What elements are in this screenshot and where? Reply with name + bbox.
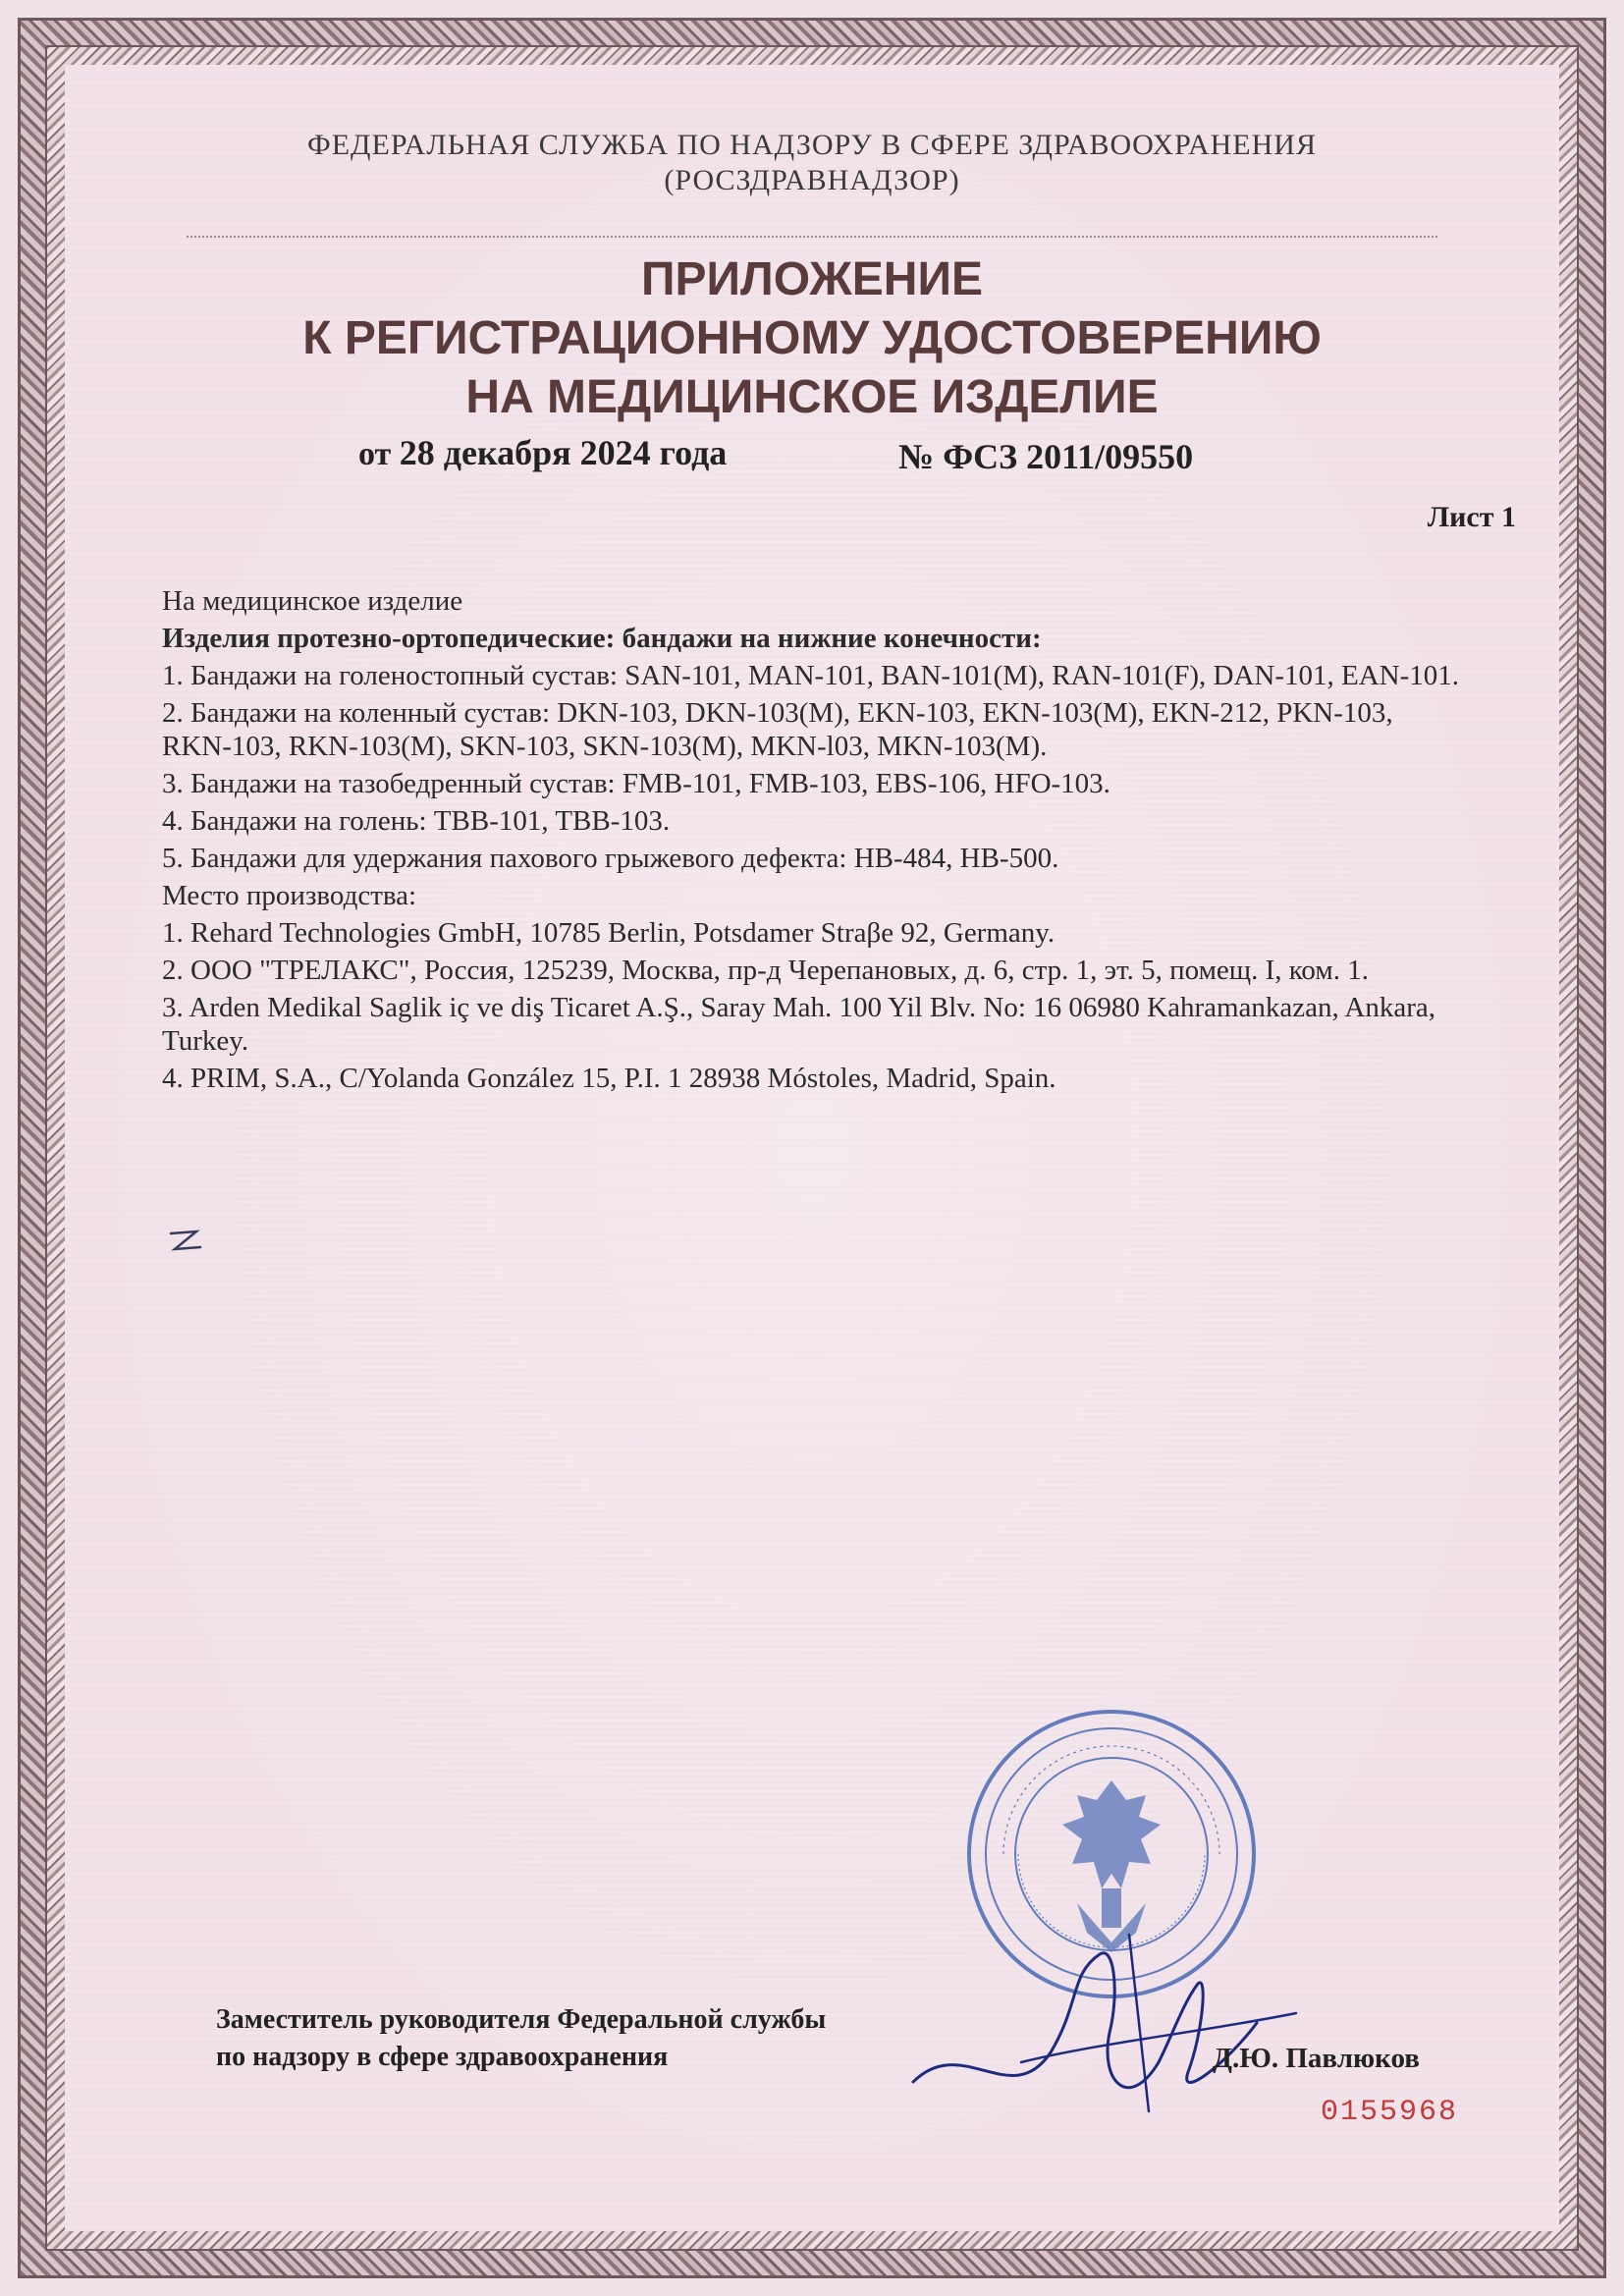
sheet-number: Лист 1 xyxy=(1427,501,1516,533)
intro-text: На медицинское изделие xyxy=(162,585,463,617)
title-line-2: К РЕГИСТРАЦИОННОМУ УДОСТОВЕРЕНИЮ xyxy=(302,312,1322,364)
agency-header xyxy=(0,128,1624,198)
product-item: 5. Бандажи для удержания пахового грыжевого дефекта: HB-484, HB-500. xyxy=(162,843,1059,874)
production-site: 2. ООО "ТРЕЛАКС", Россия, 125239, Москва, пр-д Черепановых, д. 6, стр. 1, эт. 5, помещ. I, ком. 1. xyxy=(162,955,1369,986)
production-title: Место производства: xyxy=(162,880,417,911)
title-line-3: НА МЕДИЦИНСКОЕ ИЗДЕЛИЕ xyxy=(465,371,1159,423)
issue-date xyxy=(358,432,727,473)
product-item: 1. Бандажи на голеностопный сустав: SAN-101, MAN-101, BAN-101(M), RAN-101(F), DAN-101, EAN-101. xyxy=(162,660,1460,691)
title-line-1: ПРИЛОЖЕНИЕ xyxy=(641,253,983,305)
document-body xyxy=(162,584,1468,1099)
product-item: 2. Бандажи на коленный сустав: DKN-103, DKN-103(M), EKN-103, EKN-103(M), EKN-212, PKN-103, RKN-103, RKN-103(M), SKN-103, SKN-103(M), MKN-l03, MKN-103(M). xyxy=(162,697,1393,762)
date-value: 28 декабря 2024 года xyxy=(399,433,728,472)
signer-position-line-1: Заместитель руководителя Федеральной службы xyxy=(216,2004,827,2035)
serial-number: 0155968 xyxy=(1321,2096,1459,2129)
production-site: 1. Rehard Technologies GmbH, 10785 Berlin, Potsdamer Straβe 92, Germany. xyxy=(162,917,1056,949)
registration-number xyxy=(898,436,1193,477)
date-prefix: от xyxy=(358,436,392,472)
signer-name: Д.Ю. Павлюков xyxy=(1213,2043,1420,2074)
registration-number-value: ФСЗ 2011/09550 xyxy=(943,437,1194,476)
product-item: 4. Бандажи на голень: TBB-101, TBB-103. xyxy=(162,805,671,837)
agency-name: ФЕДЕРАЛЬНАЯ СЛУЖБА ПО НАДЗОРУ В СФЕРЕ ЗДРАВООХРАНЕНИЯ xyxy=(307,129,1317,161)
signature-icon xyxy=(903,1915,1316,2141)
product-item: 3. Бандажи на тазобедренный сустав: FMB-101, FMB-103, EBS-106, HFO-103. xyxy=(162,768,1110,799)
product-title: Изделия протезно-ортопедические: бандажи на нижние конечности: xyxy=(162,623,1042,654)
production-site: 4. PRIM, S.A., C/Yolanda González 15, P.I. 1 28938 Móstoles, Madrid, Spain. xyxy=(162,1063,1056,1094)
header-divider xyxy=(187,236,1437,238)
production-site: 3. Arden Medikal Saglik iç ve diş Ticaret A.Ş., Saray Mah. 100 Yil Blv. No: 16 06980 Kahramankazan, Ankara, Turkey. xyxy=(162,992,1436,1057)
agency-abbreviation: (РОСЗДРАВНАДЗОР) xyxy=(664,164,960,196)
signer-position xyxy=(216,2001,826,2076)
document-title xyxy=(0,250,1624,427)
signer-position-line-2: по надзору в сфере здравоохранения xyxy=(216,2042,669,2072)
handwritten-z-mark xyxy=(167,1228,206,1257)
number-sign: № xyxy=(898,437,935,476)
